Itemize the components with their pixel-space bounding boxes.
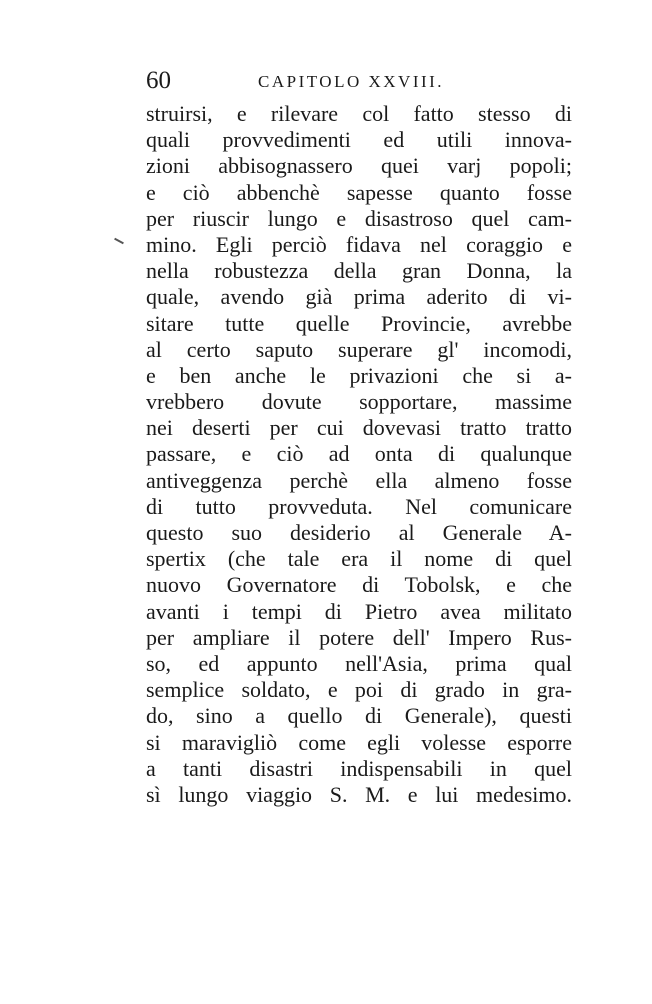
text-line: mino. Egli perciò fidava nel coraggio e [146, 231, 572, 257]
text-line: si maravigliò come egli volesse esporre [146, 729, 572, 755]
running-head [146, 66, 574, 96]
text-line: sì lungo viaggio S. M. e lui medesimo. [146, 781, 572, 807]
text-line: per ampliare il potere dell' Impero Rus- [146, 624, 572, 650]
text-line: questo suo desiderio al Generale A- [146, 520, 572, 545]
text-line: nei deserti per cui dovevasi tratto tratto [146, 415, 572, 441]
text-line: avanti i tempi di Pietro avea militato [146, 598, 572, 624]
text-line: passare, e ciò ad onta di qualunque [146, 441, 572, 467]
text-line: al certo saputo superare gl' incomodi, [146, 336, 572, 362]
text-line: struirsi, e rilevare col fatto stesso di [146, 101, 572, 126]
text-line: nella robustezza della gran Donna, la [146, 258, 572, 284]
text-line: spertix (che tale era il nome di quel [146, 546, 572, 572]
text-line: semplice soldato, e poi di grado in gra- [146, 677, 572, 703]
margin-mark [114, 238, 124, 244]
text-line: zioni abbisognassero quei varj popoli; [146, 153, 572, 179]
text-line: di tutto provveduta. Nel comunicare [146, 493, 572, 519]
text-line: do, sino a quello di Generale), questi [146, 703, 572, 729]
text-line: so, ed appunto nell'Asia, prima qual [146, 650, 572, 676]
page-number: 60 [146, 67, 171, 94]
text-line: nuovo Governatore di Tobolsk, e che [146, 572, 572, 598]
text-line: antiveggenza perchè ella almeno fosse [146, 467, 572, 493]
text-line: e ciò abbenchè sapesse quanto fosse [146, 179, 572, 205]
text-line: a tanti disastri indispensabili in quel [146, 755, 572, 781]
text-line: sitare tutte quelle Provincie, avrebbe [146, 310, 572, 336]
text-line: per riuscir lungo e disastroso quel cam- [146, 205, 572, 231]
text-line: quale, avendo già prima aderito di vi- [146, 284, 572, 310]
text-line: vrebbero dovute sopportare, massime [146, 389, 572, 415]
chapter-title: CAPITOLO XXVIII. [258, 72, 445, 91]
text-line: quali provvedimenti ed utili innova- [146, 127, 572, 153]
text-line: e ben anche le privazioni che si a- [146, 362, 572, 388]
body-text [146, 101, 572, 808]
